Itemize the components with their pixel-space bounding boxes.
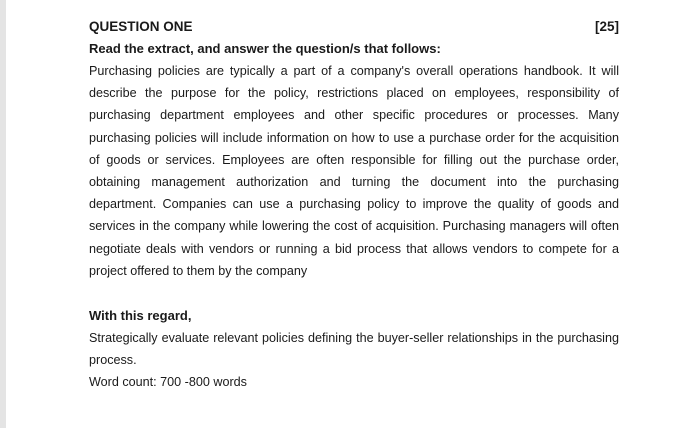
question-marks: [25] [594, 19, 619, 34]
question-heading-row [89, 16, 619, 38]
question-instruction: Read the extract, and answer the question/s that follows: [89, 41, 441, 56]
extract-paragraph: Purchasing policies are typically a part of a company's overall operations handbook. It will describe the purpose for the policy, restrictions placed on employees, responsibility of purchasing department employees and other specific procedures or processes. Many purchasing policies will include information on how to use a purchase order for the acquisition of goods or services. Employees are often responsible for filling out the purchase order, obtaining management authorization and turning the document into the purchasing department. Companies can use a purchasing policy to improve the quality of goods and services in the company while lowering the cost of acquisition. Purchasing managers will often negotiate deals with vendors or running a bid process that allows vendors to compete for a project offered to them by the company [89, 64, 619, 278]
task-statement: Strategically evaluate relevant policies defining the buyer-seller relationships in the purchasing process. [89, 331, 619, 368]
regard-heading: With this regard, [89, 308, 192, 324]
page-edge [0, 0, 6, 428]
question-document [89, 16, 619, 394]
question-title: QUESTION ONE [89, 19, 193, 34]
word-count: Word count: 700 -800 words [89, 375, 247, 390]
